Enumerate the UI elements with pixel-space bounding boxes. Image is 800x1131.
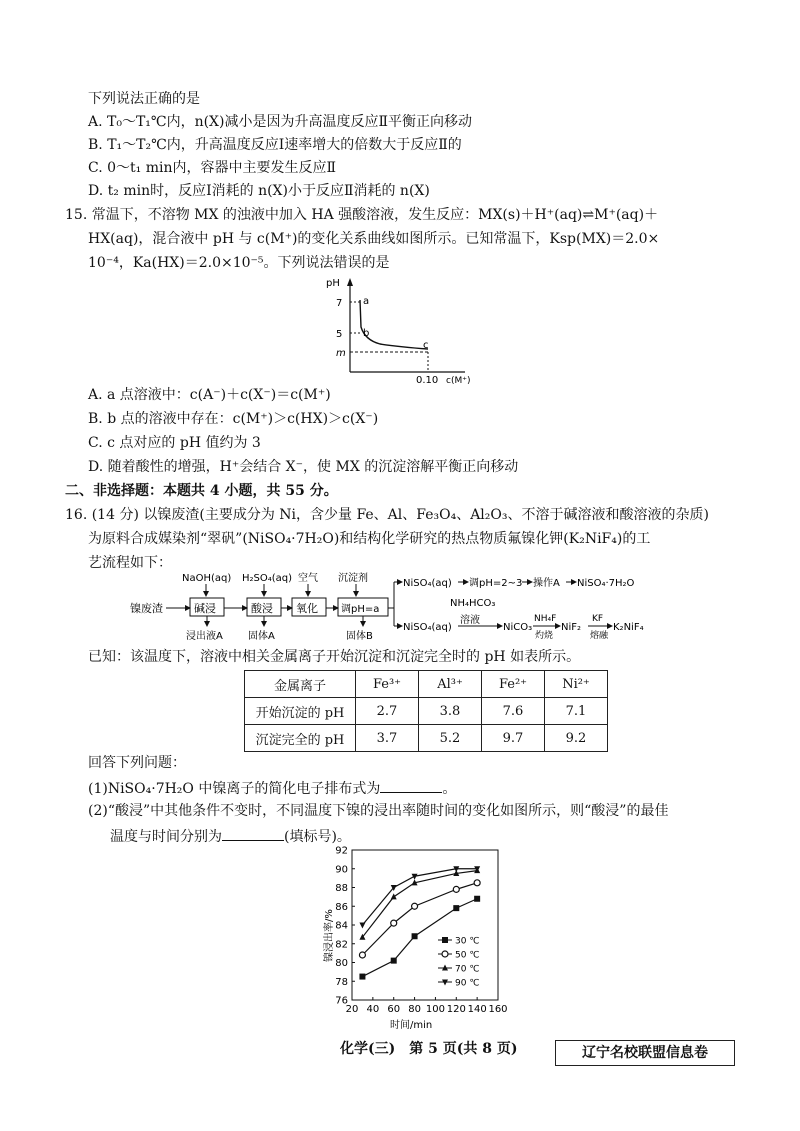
x-tick-label: 60 <box>387 1004 401 1015</box>
data-point <box>474 880 480 886</box>
flow-reagent-air: 空气 <box>298 573 318 584</box>
flow-b2-nh4f: NH₄F <box>534 614 557 624</box>
x-tick-label: 140 <box>467 1004 487 1015</box>
data-point <box>453 905 459 911</box>
q16-known: 已知：该温度下，溶液中相关金属离子开始沉淀和沉淀完全时的 pH 如表所示。 <box>88 649 581 665</box>
data-point <box>359 974 365 980</box>
answer-blank-2[interactable] <box>222 826 284 841</box>
data-point <box>391 893 397 899</box>
sub-question-2-line-1: (2)“酸浸”中其他条件不变时，不同温度下镍的浸出率随时间的变化如图所示，则“酸浸”的最佳 <box>88 803 669 819</box>
flow-b1-operation-a: 操作A <box>533 578 560 589</box>
q15-line-2: HX(aq)，混合液中 pH 与 c(M⁺)的变化关系曲线如图所示。已知常温下，Ksp(MX)＝2.0× <box>88 231 660 247</box>
flow-step-oxidize: 氧化 <box>296 602 318 615</box>
x-tick-label: 80 <box>408 1004 421 1015</box>
y-tick-label: 88 <box>335 883 348 894</box>
data-point <box>412 933 418 939</box>
y-tick-label: 78 <box>335 976 348 988</box>
flow-b2-nif2: NiF₂ <box>561 622 582 633</box>
table-cell: 9.7 <box>482 725 545 752</box>
y-tick-label: 82 <box>335 939 348 951</box>
table-row <box>245 725 608 752</box>
y-tick-label: 92 <box>335 845 348 857</box>
flow-b2-nico3: NiCO₃ <box>503 622 533 633</box>
data-point <box>453 886 459 892</box>
q15-graph-xlabel: c(M⁺) <box>446 376 471 384</box>
sub2-end: (填标号)。 <box>284 829 351 845</box>
flow-b1-adjust-ph: 调pH=2~3 <box>469 578 523 589</box>
data-point <box>391 920 397 926</box>
flow-b2-calcine: 灼烧 <box>535 631 554 641</box>
sub1-text: (1)NiSO₄·7H₂O 中镍离子的简化电子排布式为 <box>88 781 381 797</box>
table-cell: 7.1 <box>545 698 608 725</box>
y-tick-label: 90 <box>335 864 348 876</box>
x-tick-label: 100 <box>425 1004 445 1015</box>
table-header: Ni²⁺ <box>545 671 608 698</box>
flow-residue-solid-a: 固体A <box>248 631 275 642</box>
q15-graph-ytick-7: 7 <box>336 298 343 309</box>
y-tick-label: 84 <box>335 920 348 932</box>
x-tick-label: 40 <box>366 1004 380 1015</box>
data-point <box>359 923 365 929</box>
q15-ph-graph <box>320 272 480 384</box>
table-cell: 5.2 <box>419 725 482 752</box>
q15-option-b: B. b 点的溶液中存在：c(M⁺)＞c(HX)＞c(X⁻) <box>88 411 379 427</box>
x-tick-label: 160 <box>488 1004 508 1015</box>
q15-line-1: 15. 常温下，不溶物 MX 的浊液中加入 HA 强酸溶液，发生反应：MX(s)＋H⁺(aq)⇌M⁺(aq)＋ <box>65 207 659 223</box>
flow-residue-leachate-a: 浸出液A <box>186 631 223 642</box>
flow-reagent-naoh: NaOH(aq) <box>182 573 232 584</box>
data-point <box>391 958 397 964</box>
flow-b1-product: NiSO₄·7H₂O <box>577 578 635 589</box>
table-cell: 开始沉淀的 pH <box>245 698 356 725</box>
section-heading: 二、非选择题：本题共 4 小题，共 55 分。 <box>65 483 338 499</box>
flow-b2-melt: 熔融 <box>590 631 609 641</box>
table-header: 金属离子 <box>245 671 356 698</box>
q15-graph-ylabel: pH <box>326 278 340 289</box>
data-point <box>442 937 448 943</box>
flow-residue-solid-b: 固体B <box>346 631 373 642</box>
flow-step-adjust-ph: 调pH=a <box>341 604 380 615</box>
q14-option-b: B. T₁～T₂℃内，升高温度反应Ⅰ速率增大的倍数大于反应Ⅱ的 <box>88 137 462 153</box>
y-tick-label: 86 <box>335 901 348 913</box>
table-cell: 3.7 <box>356 725 419 752</box>
flow-b1-niso4aq: NiSO₄(aq) <box>403 578 452 589</box>
sub-question-1 <box>88 778 456 798</box>
chart-ylabel: 镍浸出率/% <box>324 909 335 962</box>
flow-start: 镍废渣 <box>130 602 163 615</box>
flow-step-acid-leach: 酸浸 <box>251 602 273 615</box>
y-tick-label: 76 <box>335 995 348 1007</box>
table-header: Fe³⁺ <box>356 671 419 698</box>
answer-blank-1[interactable] <box>380 778 442 793</box>
flow-b2-product: K₂NiF₄ <box>613 622 644 633</box>
flow-b2-kf: KF <box>592 614 604 624</box>
flow-reagent-precipitant: 沉淀剂 <box>338 573 368 584</box>
q15-line-3: 10⁻⁴，Ka(HX)＝2.0×10⁻⁵。下列说法错误的是 <box>88 255 390 271</box>
legend-label: 30 ℃ <box>455 936 480 947</box>
q15-graph-ytick-m: m <box>336 348 346 359</box>
x-tick-label: 120 <box>446 1004 466 1015</box>
leaching-rate-chart <box>310 842 520 1032</box>
page-footer: 化学(三) 第 5 页(共 8 页) <box>340 1041 518 1057</box>
flow-b2-niso4aq: NiSO₄(aq) <box>403 622 452 633</box>
table-header-row <box>245 671 608 698</box>
q16-line-1: 16. (14 分) 以镍废渣(主要成分为 Ni，含少量 Fe、Al、Fe₃O₄、Al₂O₃、不溶于碱溶液和酸溶液的杂质) <box>65 507 709 523</box>
q15-graph-xtick: 0.10 <box>416 375 439 384</box>
data-point <box>412 903 418 909</box>
data-point <box>359 952 365 958</box>
q14-stem: 下列说法正确的是 <box>88 91 200 107</box>
flow-step-alkali-leach: 碱浸 <box>194 602 216 615</box>
q14-option-d: D. t₂ min时，反应Ⅰ消耗的 n(X)小于反应Ⅱ消耗的 n(X) <box>88 183 430 199</box>
answer-prompt: 回答下列问题： <box>88 755 186 771</box>
footer-stamp: 辽宁名校联盟信息卷 <box>555 1040 735 1066</box>
q15-point-a: a <box>363 296 370 307</box>
ion-ph-table <box>244 670 608 752</box>
q15-option-d: D. 随着酸性的增强，H⁺会结合 X⁻，使 MX 的沉淀溶解平衡正向移动 <box>88 459 519 475</box>
table-row <box>245 698 608 725</box>
table-cell: 9.2 <box>545 725 608 752</box>
q15-graph-ytick-5: 5 <box>336 329 343 340</box>
series-line <box>362 869 477 925</box>
table-header: Fe²⁺ <box>482 671 545 698</box>
table-cell: 3.8 <box>419 698 482 725</box>
q16-line-3: 艺流程如下： <box>88 555 172 571</box>
y-tick-label: 80 <box>335 958 348 969</box>
legend-label: 50 ℃ <box>455 950 480 961</box>
q14-option-a: A. T₀～T₁℃内，n(X)减小是因为升高温度反应Ⅱ平衡正向移动 <box>88 114 472 130</box>
q15-point-b: b <box>363 328 370 339</box>
q15-point-c: c <box>423 340 429 351</box>
sub2-text: 温度与时间分别为 <box>110 829 222 845</box>
flow-b2-reagent-solution: 溶液 <box>460 615 480 626</box>
flow-reagent-h2so4: H₂SO₄(aq) <box>242 573 293 584</box>
chart-xlabel: 时间/min <box>390 1020 433 1031</box>
data-point <box>442 951 448 957</box>
table-cell: 2.7 <box>356 698 419 725</box>
table-cell: 7.6 <box>482 698 545 725</box>
data-point <box>474 896 480 902</box>
legend-label: 90 ℃ <box>455 978 480 989</box>
legend-label: 70 ℃ <box>455 964 480 975</box>
process-flowchart <box>130 568 670 646</box>
sub1-end: 。 <box>442 781 457 797</box>
x-tick-label: 20 <box>345 1004 359 1015</box>
table-cell: 沉淀完全的 pH <box>245 725 356 752</box>
q16-line-2: 为原料合成媒染剂“翠矾”(NiSO₄·7H₂O)和结构化学研究的热点物质氟镍化钾(K₂NiF₄)的工 <box>88 531 651 547</box>
flow-b2-reagent: NH₄HCO₃ <box>450 598 496 609</box>
q15-option-c: C. c 点对应的 pH 值约为 3 <box>88 435 261 451</box>
q14-option-c: C. 0～t₁ min内，容器中主要发生反应Ⅱ <box>88 160 336 176</box>
table-header: Al³⁺ <box>419 671 482 698</box>
q15-option-a: A. a 点溶液中：c(A⁻)＋c(X⁻)＝c(M⁺) <box>88 387 331 403</box>
